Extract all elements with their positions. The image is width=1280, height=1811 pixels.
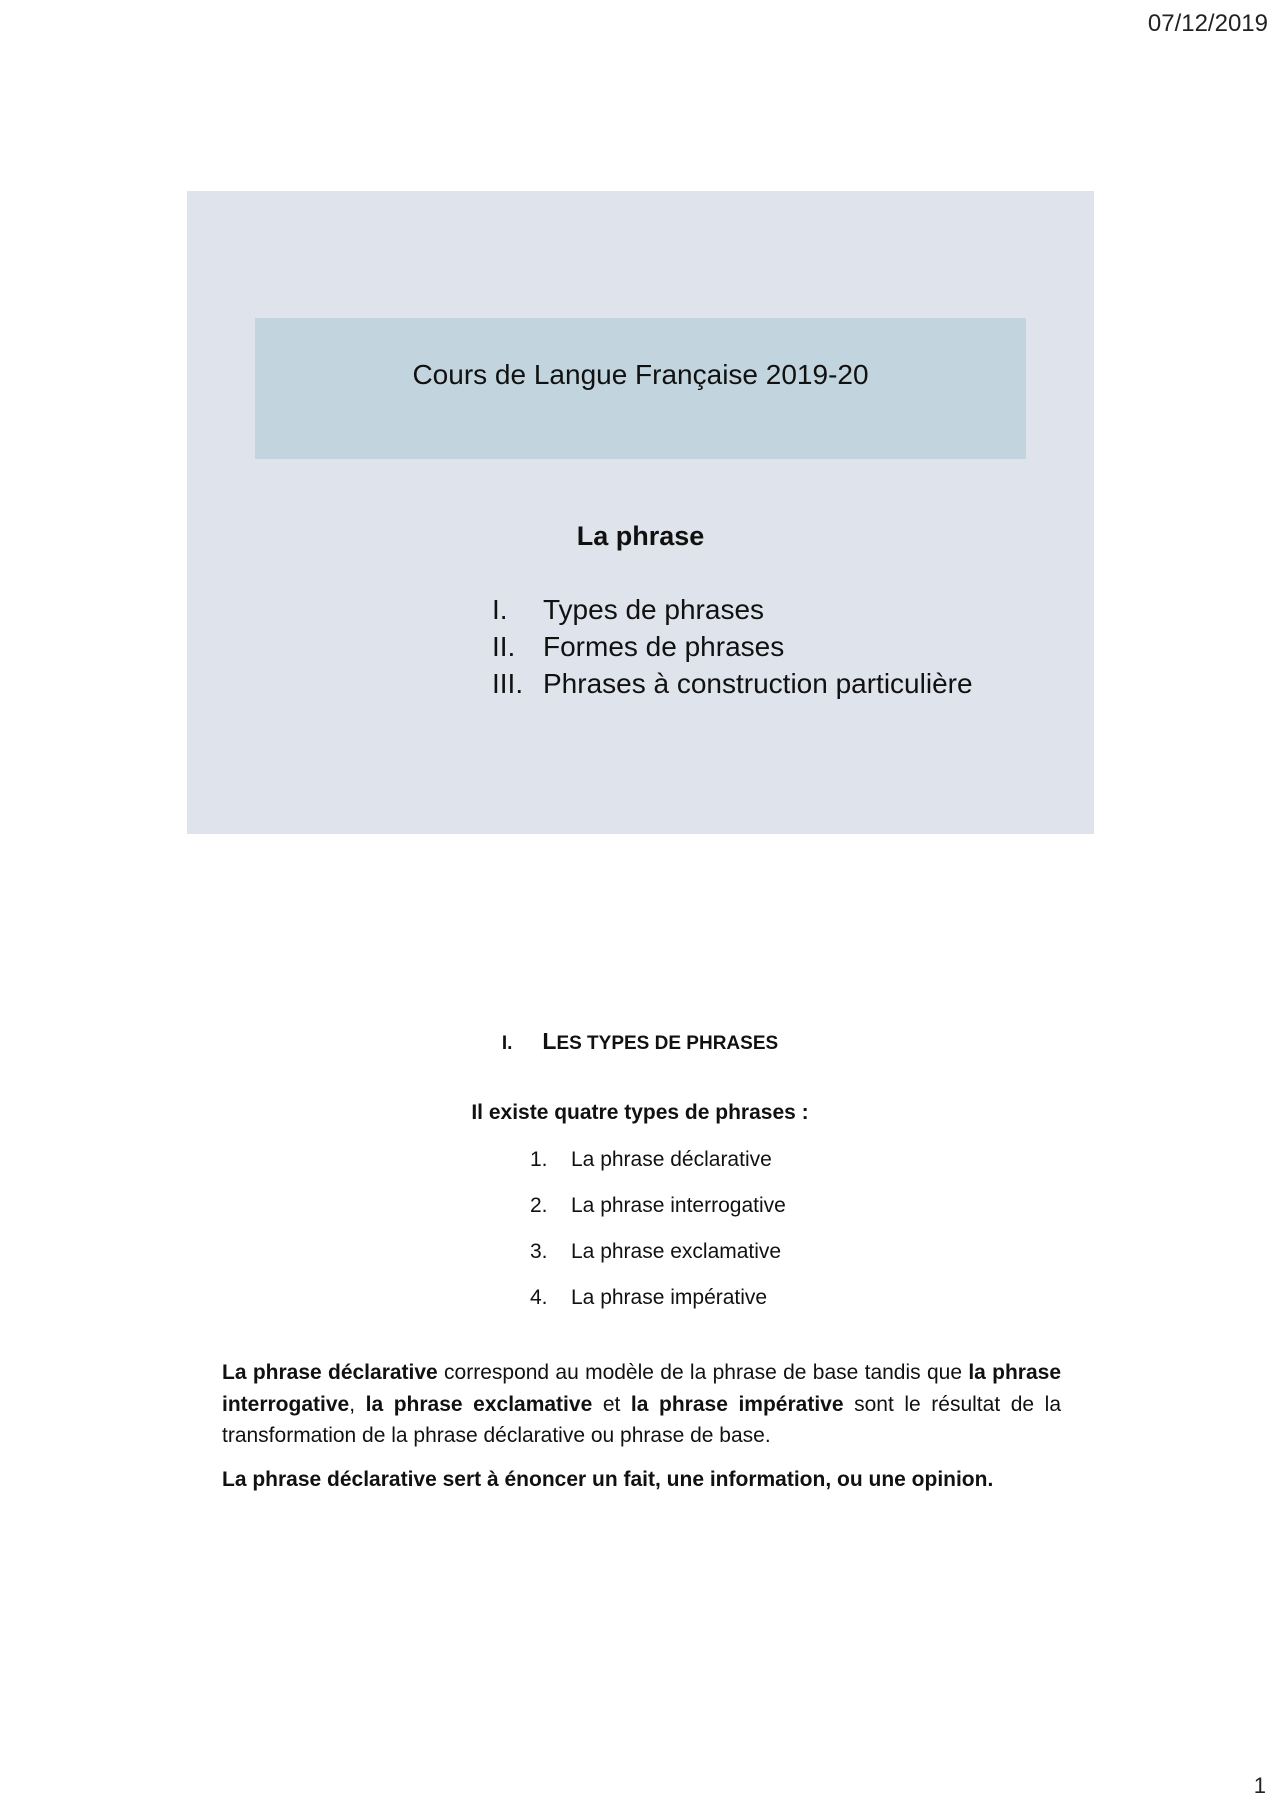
definition-statement: La phrase déclarative sert à énoncer un fait, une information, ou une opinion. (222, 1468, 994, 1491)
explanation-paragraph (222, 1357, 1061, 1452)
section-heading-text: ES TYPES DE PHRASES (556, 1033, 779, 1054)
page-date: 07/12/2019 (1147, 10, 1268, 37)
paragraph-segment: , (349, 1392, 366, 1416)
toc-item-number: II. (492, 631, 516, 662)
list-item (530, 1237, 786, 1283)
toc-item (492, 665, 973, 702)
list-item (530, 1191, 786, 1237)
list-item (530, 1283, 786, 1329)
intro-text: Il existe quatre types de phrases : (471, 1101, 809, 1124)
section-heading-initial: L (542, 1028, 557, 1054)
paragraph-segment: sont le résultat de la transformation de la phrase déclarative ou phrase de base. (222, 1392, 1062, 1447)
paragraph-segment: la phrase exclamative (365, 1392, 593, 1416)
title-band (255, 318, 1026, 459)
list-item-number: 2. (530, 1194, 548, 1217)
paragraph-segment: correspond au modèle de la phrase de base tandis que (437, 1361, 969, 1384)
slide-subtitle: La phrase (576, 521, 705, 551)
list-item-label: La phrase interrogative (571, 1194, 786, 1217)
paragraph-segment: la phrase impérative (630, 1392, 844, 1416)
list-item-number: 3. (530, 1240, 548, 1263)
page-number: 1 (1253, 1773, 1266, 1798)
toc-item-number: I. (492, 594, 508, 625)
list-item-label: La phrase déclarative (571, 1148, 772, 1171)
section-heading (0, 1028, 1280, 1055)
toc-item (492, 591, 973, 628)
paragraph-segment: et (592, 1392, 631, 1416)
course-title: Cours de Langue Française 2019-20 (412, 358, 869, 390)
toc-item-label: Types de phrases (543, 594, 765, 625)
paragraph-segment: La phrase déclarative (222, 1361, 438, 1384)
list-item (530, 1145, 786, 1191)
title-slide (187, 191, 1094, 834)
toc-item (492, 628, 973, 665)
list-item-label: La phrase impérative (571, 1286, 768, 1309)
paragraph-segment: la phrase interrogative (222, 1361, 1062, 1416)
section-number: I. (501, 1033, 513, 1054)
toc-item-label: Formes de phrases (543, 631, 785, 662)
list-item-label: La phrase exclamative (571, 1240, 782, 1263)
table-of-contents (492, 591, 973, 702)
list-item-number: 1. (530, 1148, 548, 1171)
toc-item-label: Phrases à construction particulière (543, 668, 973, 699)
toc-item-number: III. (492, 668, 524, 699)
sentence-types-list (530, 1145, 786, 1329)
list-item-number: 4. (530, 1286, 548, 1309)
